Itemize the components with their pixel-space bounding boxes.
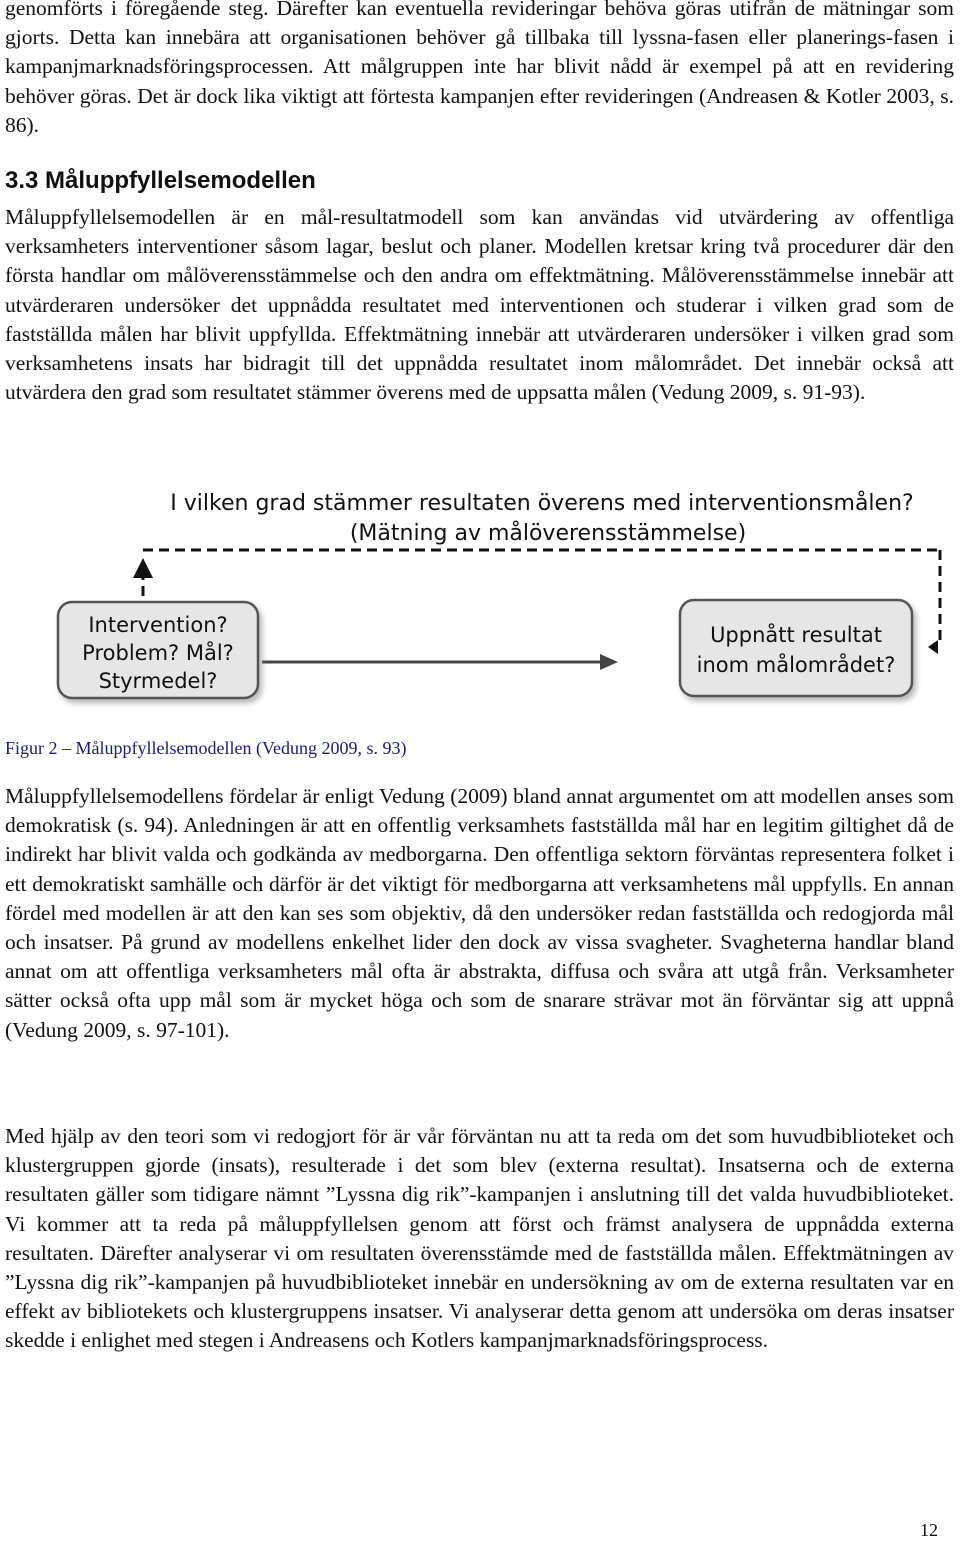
arrow-left-icon: [928, 640, 938, 654]
section-body-paragraph: Måluppfyllelsemodellen är en mål-resultatmodell som kan användas vid utvärdering av offentliga verksamheters interventioner såsom lagar, beslut och planer. Modellen kretsar kring två procedurer där den första handlar om målöverensstämmelse och den andra om effektmätning. Målöverensstämmelse innebär att utvärderaren undersöker det uppnådda resultatet med interventionen och studerar i vilken grad som de fastställda målen har blivit uppfyllda. Effektmätning innebär att utvärderaren undersöker i vilken grad som verksamhetens insats har bidragit till det uppnådda resultatet inom målområdet. Det innebär också att utvärdera den grad som resultatet stämmer överens med de uppsatta målen (Vedung 2009, s. 91-93).: [5, 205, 954, 405]
application-paragraph: Med hjälp av den teori som vi redogjort för är vår förväntan nu att ta reda om det som huvudbiblioteket och klustergruppen gjorde (insats), resulterade i det som blev (externa resultat). Insatserna och de externa resultaten gäller som tidigare nämnt ”Lyssna dig rik”-kampanjen i anslutning till det valda huvudbiblioteket. Vi kommer att ta reda på måluppfyllelsen genom att först och främst analysera de uppnådda externa resultaten. Därefter analyserar vi om resultaten överensstämde med de fastställda målen. Effektmätningen av ”Lyssna dig rik”-kampanjen på huvudbiblioteket innebär en undersökning av om de externa resultaten var en effekt av bibliotekets och klustergruppens insatser. Vi analyserar detta genom att undersöka om deras insatser skedde i enlighet med stegen i Andreasens och Kotlers kampanjmarknadsföringsprocess.: [5, 1124, 954, 1353]
section-heading: 3.3 Måluppfyllelsemodellen: [5, 167, 316, 194]
goal-attainment-figure: [0, 478, 960, 714]
page-number: 12: [920, 1520, 938, 1540]
figure-caption: Figur 2 – Måluppfyllelsemodellen (Vedung 2009, s. 93): [5, 738, 407, 758]
intervention-box-line3: Styrmedel?: [98, 669, 218, 693]
figure-diagram: [0, 478, 960, 714]
result-box-line1: Uppnått resultat: [710, 623, 882, 647]
intervention-box-line1: Intervention?: [88, 613, 228, 637]
advantages-paragraph: Måluppfyllelsemodellens fördelar är enligt Vedung (2009) bland annat argumentet om att modellen anses som demokratisk (s. 94). Anledningen är att en offentlig verksamhets fastställda mål har en legitim giltighet då de indirekt har blivit valda och godkända av medborgarna. Den offentliga sektorn förväntas representera folket i ett demokratiskt samhälle och därför är det viktigt för medborgarna att verksamhetens mål uppfylls. En annan fördel med modellen är att den kan ses som objektiv, då den undersöker redan fastställda och redogjorda mål och insatser. På grund av modellens enkelhet lider den dock av vissa svagheter. Svagheterna handlar bland annat om att offentliga verksamheters mål ofta är abstrakta, diffusa och svåra att utgå från. Verksamheter sätter också ofta upp mål som är mycket höga och som de snarare strävar mot än förväntar sig att uppnå (Vedung 2009, s. 97-101).: [5, 784, 954, 1042]
figure-title-line1: I vilken grad stämmer resultaten överens med interventionsmålen?: [170, 491, 914, 516]
arrow-right-icon: [600, 654, 618, 670]
intro-paragraph: genomförts i föregående steg. Därefter kan eventuella revideringar behöva göras utifrån de mätningar som gjorts. Detta kan innebära att organisationen behöver gå tillbaka till lyssna-fasen eller planerings-fasen i kampanjmarknadsföringsprocessen. Att målgruppen inte har blivit nådd är exempel på att en revidering behöver göras. Det är dock lika viktigt att förtesta kampanjen efter revideringen (Andreasen & Kotler 2003, s. 86).: [5, 0, 954, 137]
intervention-box-line2: Problem? Mål?: [82, 641, 234, 665]
arrow-up-icon: [133, 558, 153, 578]
result-box-line2: inom målområdet?: [696, 653, 896, 677]
figure-title-line2: (Mätning av målöverensstämmelse): [349, 521, 747, 546]
intervention-box: [58, 602, 258, 698]
result-box: [680, 600, 912, 696]
